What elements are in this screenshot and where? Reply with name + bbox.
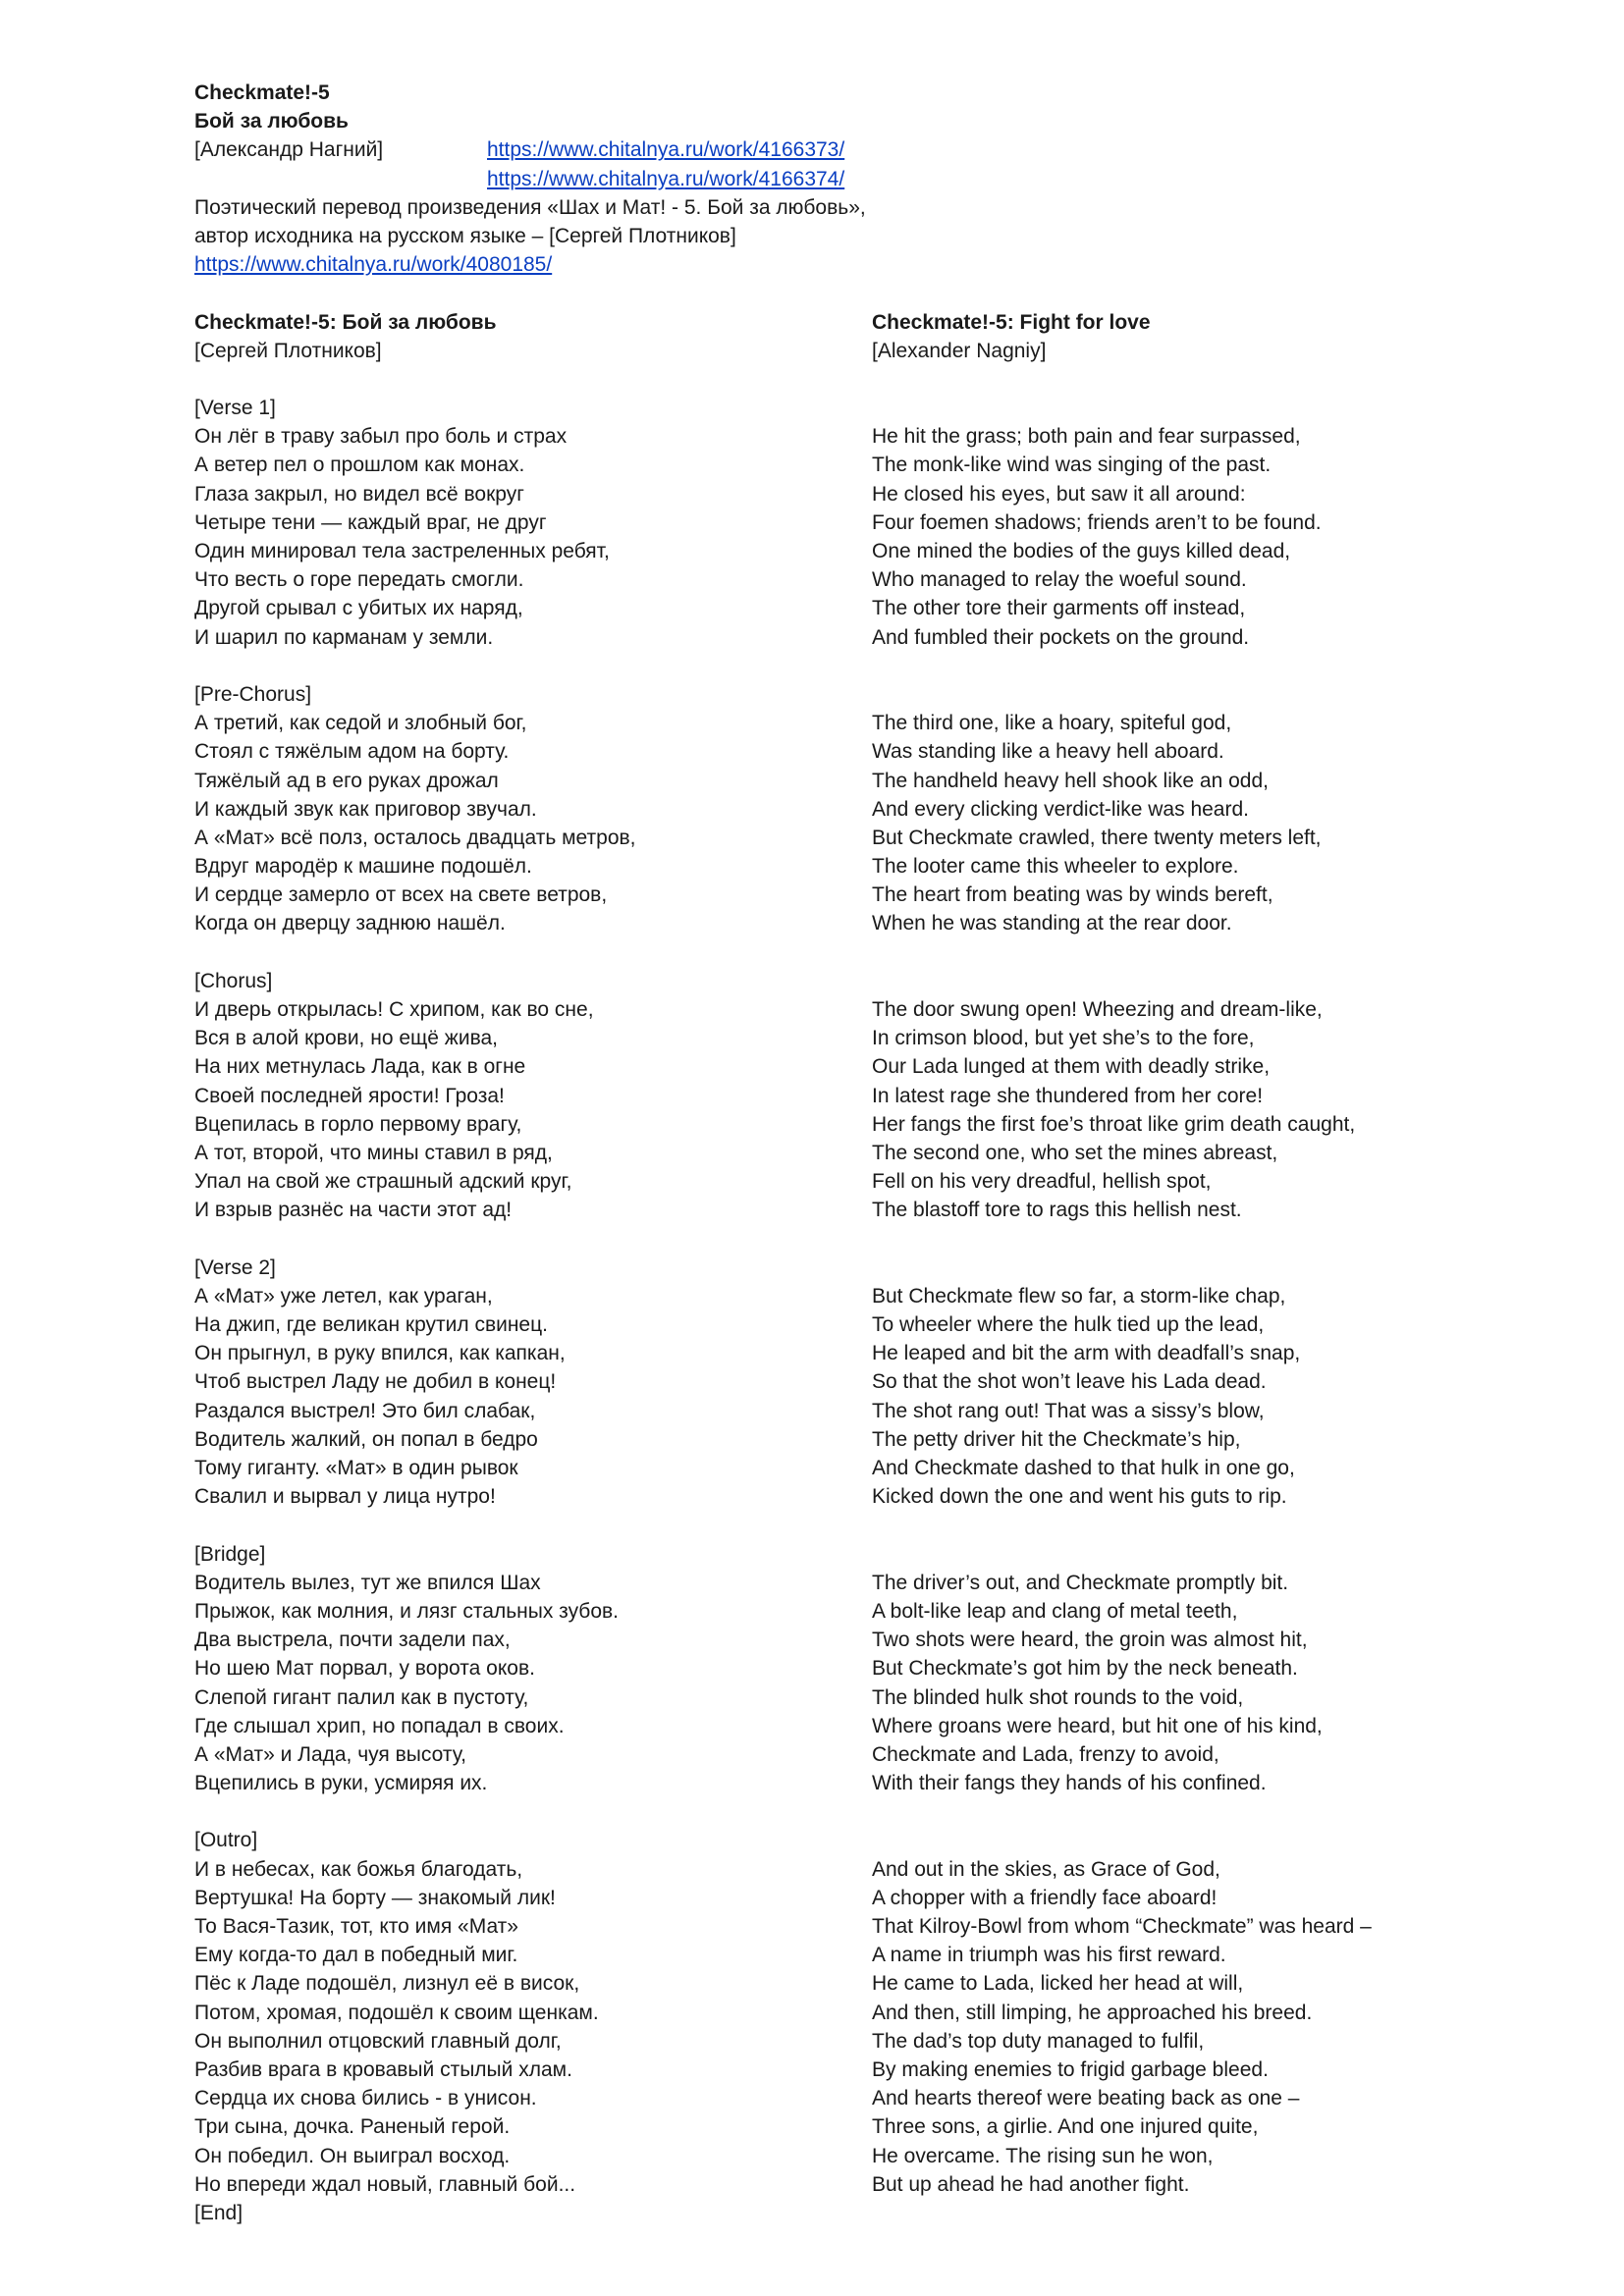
doc-title: Checkmate!-5 [194, 81, 330, 104]
work-link-2[interactable]: https://www.chitalnya.ru/work/4166374/ [487, 167, 845, 190]
translated-line: A chopper with a friendly face aboard! [872, 1886, 1218, 1909]
lyric-line: Сердца их снова бились - в унисон. [194, 2087, 537, 2110]
translated-line: Checkmate and Lada, frenzy to avoid, [872, 1742, 1219, 1766]
translation-stanza [872, 967, 1481, 1225]
translated-line: Our Lada lunged at them with deadly strike, [872, 1055, 1271, 1079]
translated-line: The heart from beating was by winds bereft, [872, 883, 1273, 907]
translated-line: And then, still limping, he approached his breed. [872, 2001, 1313, 2024]
lyric-line: И сердце замерло от всех на свете ветров, [194, 883, 608, 907]
translated-line: The door swung open! Wheezing and dream-like, [872, 998, 1323, 1021]
lyric-line: Ему когда-то дал в победный миг. [194, 1944, 518, 1967]
lyric-line: Три сына, дочка. Раненый герой. [194, 2115, 511, 2139]
translated-line: That Kilroy-Bowl from whom “Checkmate” was heard – [872, 1915, 1372, 1938]
translated-line: And fumbled their pockets on the ground. [872, 625, 1250, 649]
translated-line: The looter came this wheeler to explore. [872, 855, 1239, 879]
translated-line: The shot rang out! That was a sissy’s blow, [872, 1399, 1265, 1422]
description-line-2: автор исходника на русском языке – [Сергей Плотников] [194, 224, 736, 247]
translation-stanza [872, 394, 1481, 652]
translated-line: And Checkmate dashed to that hulk in one go, [872, 1457, 1295, 1479]
translated-line: The dad’s top duty managed to fulfil, [872, 2029, 1205, 2053]
translated-line: A name in triumph was his first reward. [872, 1944, 1226, 1967]
lyric-line: А «Мат» уже летел, как ураган, [194, 1284, 493, 1308]
document-page [194, 79, 1432, 2224]
translated-line: When he was standing at the rear door. [872, 912, 1232, 935]
lyric-line: На них метнулась Лада, как в огне [194, 1055, 526, 1079]
lyric-line: Вся в алой крови, но ещё жива, [194, 1027, 499, 1050]
lyric-line: Он выполнил отцовский главный долг, [194, 2029, 562, 2053]
lyric-line: Свалил и вырвал у лица нутро! [194, 1485, 496, 1509]
lyric-line: И дверь открылась! С хрипом, как во сне, [194, 998, 594, 1021]
translated-line: The blinded hulk shot rounds to the void, [872, 1685, 1244, 1709]
lyric-line: Что весть о горе передать смогли. [194, 568, 524, 592]
lyric-line: Два выстрела, почти задели пах, [194, 1629, 511, 1652]
lyric-line: А ветер пел о прошлом как монах. [194, 454, 525, 477]
lyric-line: Тому гиганту. «Мат» в один рывок [194, 1457, 518, 1479]
translation-stanza [872, 1826, 1481, 2198]
translated-line: Three sons, a girlie. And one injured quite, [872, 2115, 1259, 2139]
lyric-line: На джип, где великан крутил свинец. [194, 1313, 548, 1337]
translated-line: Was standing like a heavy hell aboard. [872, 740, 1224, 764]
translated-line: But Checkmate’s got him by the neck beneath. [872, 1657, 1298, 1681]
lyric-line: Вцепилась в горло первому врагу, [194, 1112, 522, 1136]
translated-line: One mined the bodies of the guys killed dead, [872, 540, 1291, 562]
translated-line: And out in the skies, as Grace of God, [872, 1857, 1220, 1881]
translated-line: In latest rage she thundered from her core! [872, 1084, 1264, 1107]
translated-line: Fell on his very dreadful, hellish spot, [872, 1170, 1212, 1194]
translated-line: The blastoff tore to rags this hellish nest. [872, 1199, 1242, 1222]
translated-line: Her fangs the first foe’s throat like grim death caught, [872, 1112, 1356, 1136]
lyric-line: Глаза закрыл, но видел всё вокруг [194, 482, 524, 506]
original-stanza [194, 1826, 862, 2227]
lyric-line: Где слышал хрип, но попадал в своих. [194, 1714, 565, 1737]
translation-title: Checkmate!-5: Fight for love [872, 310, 1151, 334]
lyric-line: И каждый звук как приговор звучал. [194, 797, 537, 821]
translated-line: With their fangs they hands of his confined. [872, 1772, 1267, 1795]
translated-line: The monk-like wind was singing of the past. [872, 454, 1272, 477]
lyric-line: Другой срывал с убитых их наряд, [194, 597, 523, 620]
lyric-line: А тот, второй, что мины ставил в ряд, [194, 1141, 553, 1164]
lyric-line: Упал на свой же страшный адский круг, [194, 1170, 572, 1194]
lyric-line: Разбив врага в кровавый стылый хлам. [194, 2057, 572, 2081]
translated-line: And every clicking verdict-like was heard. [872, 797, 1249, 821]
translated-line: He hit the grass; both pain and fear surpassed, [872, 425, 1301, 449]
original-stanza [194, 680, 862, 938]
section-tag: [Verse 1] [194, 397, 276, 420]
translated-line: To wheeler where the hulk tied up the lead, [872, 1313, 1265, 1337]
lyric-line: Потом, хромая, подошёл к своим щенкам. [194, 2001, 599, 2024]
description-line-1: Поэтический перевод произведения «Шах и Мат! - 5. Бой за любовь», [194, 195, 866, 219]
lyric-line: А «Мат» и Лада, чуя высоту, [194, 1742, 466, 1766]
translator-name: [Александр Нагний] [194, 138, 384, 162]
translated-line: The petty driver hit the Checkmate’s hip, [872, 1427, 1241, 1451]
lyric-line: И взрыв разнёс на части этот ад! [194, 1199, 513, 1222]
lyric-line: Но впереди ждал новый, главный бой... [194, 2172, 576, 2196]
lyric-line: Слепой гигант палил как в пустоту, [194, 1685, 529, 1709]
doc-subtitle: Бой за любовь [194, 110, 349, 133]
translation-stanza [872, 680, 1481, 938]
section-tag: [Chorus] [194, 969, 273, 992]
translated-line: The second one, who set the mines abreast, [872, 1141, 1278, 1164]
lyric-line: Своей последней ярости! Гроза! [194, 1084, 505, 1107]
lyric-line: А третий, как седой и злобный бог, [194, 712, 527, 735]
original-stanza [194, 967, 862, 1225]
lyric-line: Прыжок, как молния, и лязг стальных зубов. [194, 1599, 619, 1623]
translated-line: Who managed to relay the woeful sound. [872, 568, 1247, 592]
translated-line: The handheld heavy hell shook like an odd, [872, 769, 1269, 792]
lyric-line: И шарил по карманам у земли. [194, 625, 494, 649]
lyric-line: Раздался выстрел! Это бил слабак, [194, 1399, 536, 1422]
lyric-line: А «Мат» всё полз, осталось двадцать метров, [194, 826, 636, 849]
original-stanza [194, 1540, 862, 1798]
translated-line: And hearts thereof were beating back as one – [872, 2087, 1300, 2110]
translated-line: Two shots were heard, the groin was almost hit, [872, 1629, 1308, 1652]
lyric-line: Когда он дверцу заднюю нашёл. [194, 912, 506, 935]
lyric-line: [End] [194, 2201, 244, 2224]
translated-line: In crimson blood, but yet she’s to the fore, [872, 1027, 1255, 1050]
translated-line: Where groans were heard, but hit one of his kind, [872, 1714, 1323, 1737]
lyric-line: Вертушка! На борту — знакомый лик! [194, 1886, 556, 1909]
original-stanza [194, 1254, 862, 1512]
lyric-line: Пёс к Ладе подошёл, лизнул её в висок, [194, 1972, 580, 1996]
translated-line: The driver’s out, and Checkmate promptly bit. [872, 1571, 1289, 1594]
translated-line: The third one, like a hoary, spiteful god, [872, 712, 1232, 735]
translated-line: Four foemen shadows; friends aren’t to be found. [872, 510, 1322, 534]
original-author: [Сергей Плотников] [194, 339, 382, 362]
original-stanza [194, 394, 862, 652]
lyric-line: Тяжёлый ад в его руках дрожал [194, 769, 499, 792]
translated-line: But up ahead he had another fight. [872, 2172, 1190, 2196]
lyric-line: Один минировал тела застреленных ребят, [194, 540, 610, 562]
author-url-row [194, 135, 1432, 164]
url-row-2 [194, 165, 1432, 193]
source-link[interactable]: https://www.chitalnya.ru/work/4080185/ [194, 253, 553, 277]
lyric-line: Но шею Мат порвал, у ворота оков. [194, 1657, 535, 1681]
translated-line: He came to Lada, licked her head at will, [872, 1972, 1244, 1996]
translated-line: He leaped and bit the arm with deadfall’s snap, [872, 1342, 1301, 1365]
work-link-1[interactable]: https://www.chitalnya.ru/work/4166373/ [487, 138, 845, 162]
original-column [194, 308, 862, 2257]
lyric-line: Он прыгнул, в руку впился, как капкан, [194, 1342, 566, 1365]
translated-line: The other tore their garments off instead, [872, 597, 1246, 620]
lyric-line: И в небесах, как божья благодать, [194, 1857, 523, 1881]
lyric-line: Стоял с тяжёлым адом на борту. [194, 740, 510, 764]
section-tag: [Verse 2] [194, 1255, 276, 1279]
translated-line: Kicked down the one and went his guts to rip. [872, 1485, 1287, 1509]
section-tag: [Pre-Chorus] [194, 682, 312, 706]
translation-stanza [872, 1540, 1481, 1798]
translation-author: [Alexander Nagniy] [872, 339, 1047, 362]
translated-line: He closed his eyes, but saw it all around: [872, 482, 1246, 506]
translated-line: So that the shot won’t leave his Lada dead. [872, 1370, 1267, 1394]
lyric-line: Он лёг в траву забыл про боль и страх [194, 425, 568, 449]
lyric-line: Вцепились в руки, усмиряя их. [194, 1772, 488, 1795]
lyric-line: Он победил. Он выиграл восход. [194, 2144, 511, 2167]
lyric-line: Вдруг мародёр к машине подошёл. [194, 855, 532, 879]
translated-line: He overcame. The rising sun he won, [872, 2144, 1214, 2167]
lyric-line: Водитель вылез, тут же впился Шах [194, 1571, 541, 1594]
section-tag: [Outro] [194, 1829, 258, 1852]
translation-column [872, 308, 1481, 2228]
section-tag: [Bridge] [194, 1542, 266, 1566]
lyric-line: Чтоб выстрел Ладу не добил в конец! [194, 1370, 557, 1394]
translation-stanza [872, 1254, 1481, 1512]
lyric-line: Четыре тени — каждый враг, не друг [194, 510, 547, 534]
translated-line: A bolt-like leap and clang of metal teeth, [872, 1599, 1238, 1623]
translated-line: But Checkmate flew so far, a storm-like chap, [872, 1284, 1286, 1308]
lyric-line: То Вася-Тазик, тот, кто имя «Мат» [194, 1915, 518, 1938]
original-title: Checkmate!-5: Бой за любовь [194, 310, 497, 334]
lyric-line: Водитель жалкий, он попал в бедро [194, 1427, 538, 1451]
translated-line: But Checkmate crawled, there twenty meters left, [872, 826, 1322, 849]
translated-line: By making enemies to frigid garbage bleed. [872, 2057, 1269, 2081]
